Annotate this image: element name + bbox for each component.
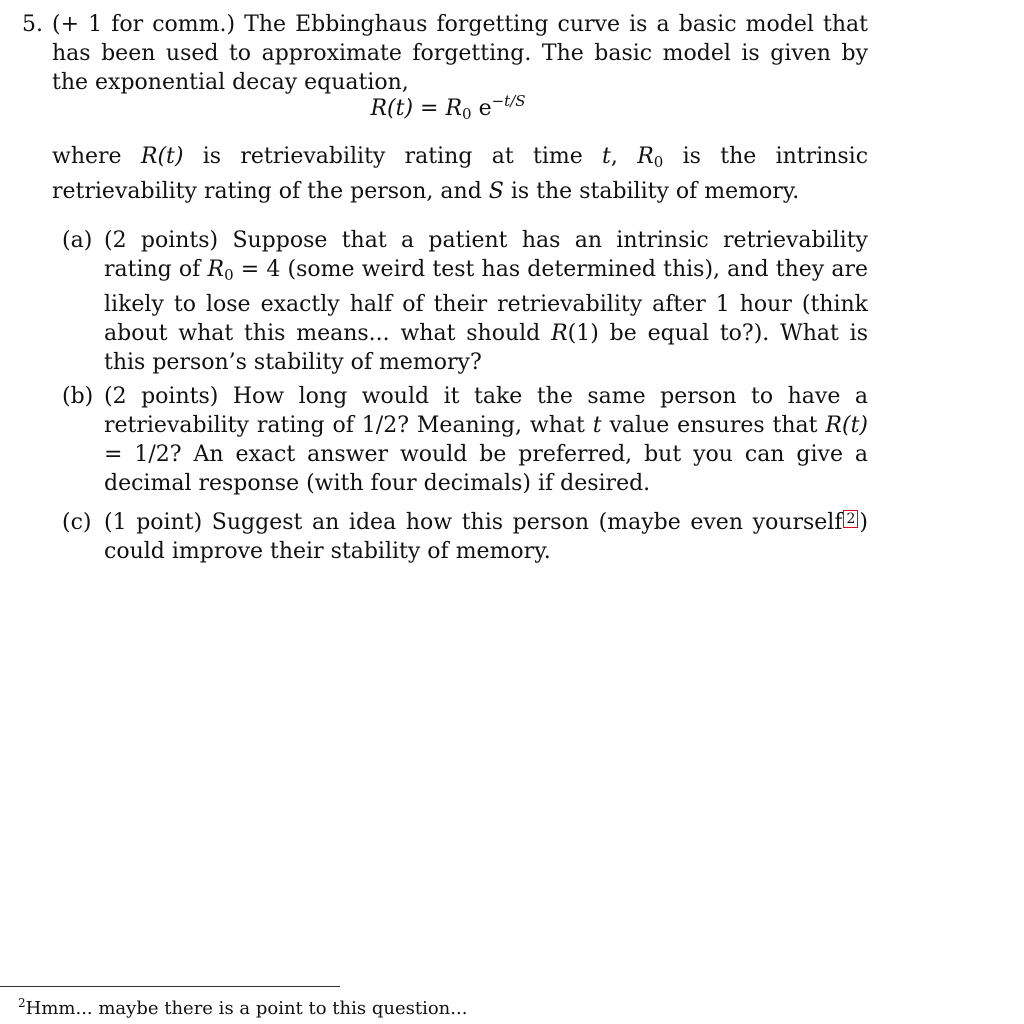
definition-text: is the stability of memory.	[503, 179, 800, 204]
part-b-label: (b)	[62, 384, 94, 409]
equation-lhs: R(t)	[370, 96, 414, 121]
definition-math-r0-sub: 0	[653, 153, 664, 171]
problem-number: 5.	[22, 12, 43, 37]
part-a-label: (a)	[62, 228, 93, 253]
definition-text: where	[52, 144, 141, 169]
part-c-text-2: ) could improve their stability of memory.	[104, 510, 868, 564]
part-b-math-rt: R(t)	[825, 413, 868, 438]
equation-equals: =	[413, 96, 446, 121]
definition-math-s: S	[488, 179, 504, 204]
part-b-math-t: t	[592, 413, 602, 438]
part-a-math-r: R	[551, 321, 568, 346]
footnote-mark: 2	[18, 996, 26, 1010]
footnote-reference-link[interactable]: 2	[843, 510, 858, 528]
definition-text: ,	[610, 144, 638, 169]
part-a	[62, 226, 868, 377]
part-c-text-1: (1 point) Suggest an idea how this person (maybe even yourself	[104, 510, 843, 535]
footnote	[18, 992, 467, 1020]
part-a-math-r0-sub: 0	[224, 266, 234, 284]
footnote-divider	[0, 986, 340, 987]
definition-math-r0: R	[637, 144, 654, 169]
problem-intro: (+ 1 for comm.) The Ebbinghaus forgetting curve is a basic model that has been used to approximate forgetting. The basic model is given by the exponential decay equation,	[52, 12, 868, 95]
equation-r0-sub: 0	[462, 105, 472, 123]
definition-math-t: t	[602, 144, 611, 169]
equation-exponent: −t/S	[491, 92, 526, 110]
part-b-text-3: = 1/2? An exact answer would be preferred, but you can give a decimal response (with four decimals) if desired.	[104, 442, 868, 496]
part-b-text-1: (2 points) How long would it take the same person to have a retrievability rating of 1/2? Meaning, what	[104, 384, 868, 438]
definition-math-rt: R(t)	[140, 144, 184, 169]
part-a-text-3: (1) be equal to?). What is this person’s stability of memory?	[104, 321, 868, 375]
part-c	[62, 508, 868, 566]
part-c-text	[104, 508, 868, 566]
problem-5	[22, 10, 868, 97]
part-a-text	[104, 226, 868, 377]
definition-text: is the intrinsic retrievability rating of the person, and	[52, 144, 869, 204]
part-a-math-r0: R	[207, 257, 225, 282]
definition-text: is retrievability rating at time	[183, 144, 603, 169]
footnote-text: Hmm... maybe there is a point to this question...	[25, 998, 468, 1019]
part-a-text-2: = 4 (some weird test has determined this), and they are likely to lose exactly half of their retrievability after 1 hour (think about what this means... what should	[104, 257, 869, 346]
variable-definitions	[52, 142, 868, 206]
equation-r0: R	[445, 96, 463, 121]
decay-equation	[0, 87, 896, 129]
part-a-text-1: (2 points) Suppose that a patient has an intrinsic retrievability rating of	[104, 228, 868, 282]
part-b	[62, 382, 868, 498]
part-b-text	[104, 382, 868, 498]
part-b-text-2: value ensures that	[601, 413, 826, 438]
equation-base: e	[471, 96, 492, 121]
part-c-label: (c)	[62, 510, 92, 535]
